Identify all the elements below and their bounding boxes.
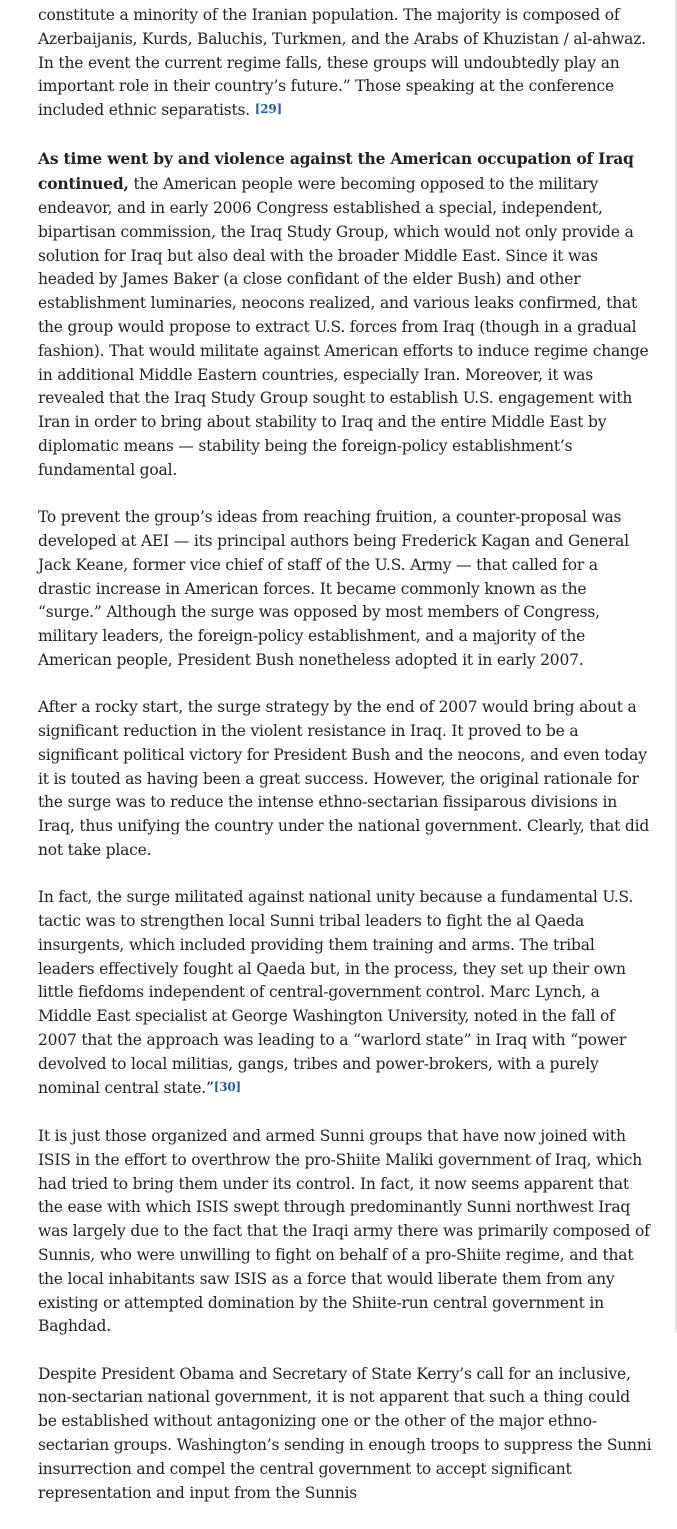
article-body [38, 4, 653, 1529]
paragraph-2-lead: As time went by and violence against the American occupation of Iraq continued, [38, 149, 634, 194]
paragraph-2-text: the American people were becoming opposed to the military endeavor, and in early 2006 Congress established a special, independent, bipartisan commission, the Iraq Study Group, which would not only provide a solution for Iraq but also deal with the broader Middle East. Since it was headed by James Baker (a close confidant of the elder Bush) and other establishment luminaries, neocons realized, and various leaks confirmed, that the group would propose to extract U.S. forces from Iraq (though in a gradual fashion). That would militate against American efforts to induce regime change in additional Middle Eastern countries, especially Iran. Moreover, it was revealed that the Iraq Study Group sought to establish U.S. engagement with Iran in order to bring about stability to Iraq and the entire Middle East by diplomatic means — stability being the foreign-policy establishment’s fundamental goal. [38, 175, 649, 479]
paragraph-4: After a rocky start, the surge strategy by the end of 2007 would bring about a significant reduction in the violent resistance in Iraq. It proved to be a significant political victory for President Bush and the neocons, and even today it is touted as having been a great success. However, the original rationale for the surge was to reduce the intense ethno-sectarian fissiparous divisions in Iraq, thus unifying the country under the national government. Clearly, that did not take place. [38, 698, 650, 859]
paragraph-1 [38, 4, 653, 124]
footnote-link-30[interactable]: [30] [213, 1079, 242, 1094]
paragraph-6: It is just those organized and armed Sunni groups that have now joined with ISIS in the effort to overthrow the pro-Shiite Maliki government of Iraq, which had tried to bring them under its control. In fact, it now seems apparent that the ease with which ISIS swept through predominantly Sunni northwest Iraq was largely due to the fact that the Iraqi army there was primarily composed of Sunnis, who were unwilling to fight on behalf of a pro-Shiite regime, and that the local inhabitants saw ISIS as a force that would liberate them from any existing or attempted domination by the Shiite-run central government in Baghdad. [38, 1126, 650, 1336]
footnote-link-29[interactable]: [29] [254, 102, 283, 117]
paragraph-2 [38, 147, 653, 482]
paragraph-1-text: constitute a minority of the Iranian population. The majority is composed of Azerbaijanis, Kurds, Baluchis, Turkmen, and the Arabs of Khuzistan / al-ahwaz. In the event the current regime falls, these groups will undoubtedly play an important role in their country’s future.” Those speaking at the conference included ethnic separatists. [38, 6, 646, 120]
paragraph-5 [38, 886, 653, 1101]
paragraph-7: Despite President Obama and Secretary of State Kerry’s call for an inclusive, non-sectarian national government, it is not apparent that such a thing could be established without antagonizing one or the other of the major ethno-sectarian groups. Washington’s sending in enough troops to suppress the Sunni insurrection and compel the central government to accept significant representation and input from the Sunnis [38, 1364, 652, 1502]
paragraph-5-text: In fact, the surge militated against national unity because a fundamental U.S. tactic was to strengthen local Sunni tribal leaders to fight the al Qaeda insurgents, which included providing them training and arms. The tribal leaders effectively fought al Qaeda but, in the process, they set up their own little fiefdoms independent of central-government control. Marc Lynch, a Middle East specialist at George Washington University, noted in the fall of 2007 that the approach was leading to a “warlord state” in Iraq with “power devolved to local militias, gangs, tribes and power-brokers, with a purely nominal central state.” [38, 888, 634, 1097]
paragraph-3: To prevent the group’s ideas from reaching fruition, a counter-proposal was developed at AEI — its principal authors being Frederick Kagan and General Jack Keane, former vice chief of staff of the U.S. Army — that called for a drastic increase in American forces. It became commonly known as the “surge.” Although the surge was opposed by most members of Congress, military leaders, the foreign-policy establishment, and a majority of the American people, President Bush nonetheless adopted it in early 2007. [38, 508, 629, 669]
